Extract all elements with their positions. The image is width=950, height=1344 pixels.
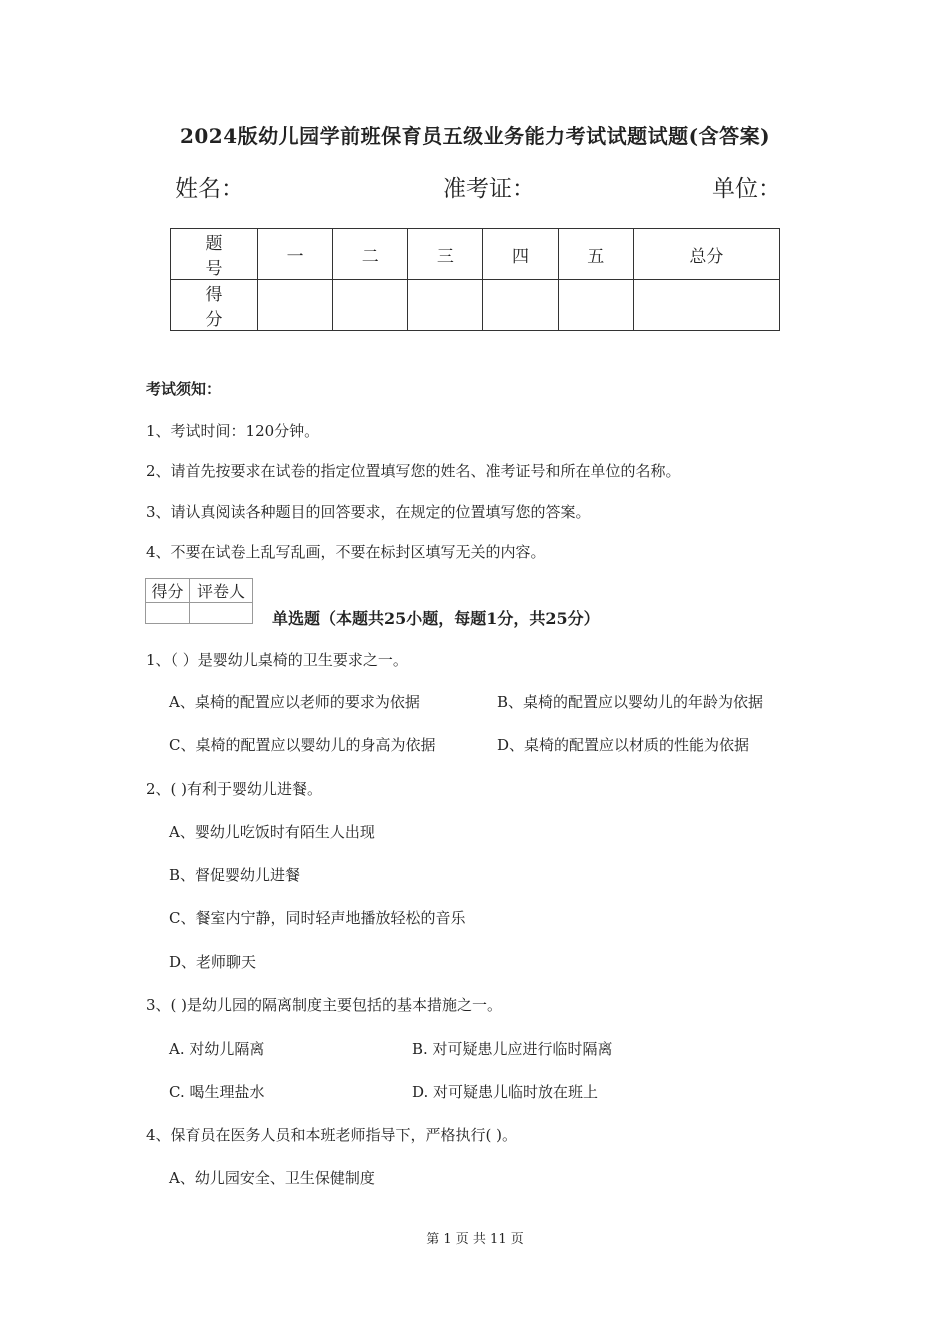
question-option: C. 喝生理盐水 xyxy=(169,1083,265,1101)
notice-heading: 考试须知： xyxy=(146,380,222,398)
question-option: B、督促婴幼儿进餐 xyxy=(169,866,301,884)
score-cell-5 xyxy=(558,280,633,331)
section-3-header: 三 xyxy=(408,229,483,280)
grader-box xyxy=(145,578,253,624)
question-option: D. 对可疑患儿临时放在班上 xyxy=(412,1083,599,1101)
question-option: A、幼儿园安全、卫生保健制度 xyxy=(169,1169,375,1187)
question-option: C、桌椅的配置应以婴幼儿的身高为依据 xyxy=(169,736,436,754)
grader-reviewer-cell xyxy=(189,603,252,624)
question-stem: 4、保育员在医务人员和本班老师指导下，严格执行( )。 xyxy=(146,1126,518,1144)
score-cell-total xyxy=(633,280,779,331)
notice-item: 3、请认真阅读各种题目的回答要求，在规定的位置填写您的答案。 xyxy=(146,503,591,521)
question-option: A. 对幼儿隔离 xyxy=(169,1040,265,1058)
unit-label: 单位： xyxy=(712,176,781,202)
document-title: 2024版幼儿园学前班保育员五级业务能力考试试题试题(含答案) xyxy=(179,124,771,148)
exam-number-label: 准考证： xyxy=(443,176,535,202)
question-stem: 1、（ ）是婴幼儿桌椅的卫生要求之一。 xyxy=(146,651,408,669)
score-table-header-row xyxy=(171,229,780,280)
question-option: D、桌椅的配置应以材质的性能为依据 xyxy=(497,736,750,754)
total-header: 总分 xyxy=(633,229,779,280)
name-label: 姓名： xyxy=(175,176,244,202)
question-option: A、桌椅的配置应以老师的要求为依据 xyxy=(169,693,420,711)
section-2-header: 二 xyxy=(333,229,408,280)
score-label: 得 分 xyxy=(171,280,258,331)
page-number: 第 1 页 共 11 页 xyxy=(426,1232,524,1247)
question-stem: 2、( )有利于婴幼儿进餐。 xyxy=(146,780,323,798)
score-table xyxy=(170,228,780,331)
score-cell-3 xyxy=(408,280,483,331)
question-option: D、老师聊天 xyxy=(169,953,257,971)
notice-item: 2、请首先按要求在试卷的指定位置填写您的姓名、准考证号和所在单位的名称。 xyxy=(146,462,681,480)
question-option: B、桌椅的配置应以婴幼儿的年龄为依据 xyxy=(497,693,764,711)
candidate-info xyxy=(175,170,785,204)
section-4-header: 四 xyxy=(483,229,558,280)
section-5-header: 五 xyxy=(558,229,633,280)
question-number-label: 题 号 xyxy=(171,229,258,280)
score-cell-4 xyxy=(483,280,558,331)
question-option: B. 对可疑患儿应进行临时隔离 xyxy=(412,1040,613,1058)
score-cell-2 xyxy=(333,280,408,331)
grader-score-cell xyxy=(146,603,190,624)
score-cell-1 xyxy=(258,280,333,331)
grader-reviewer-label: 评卷人 xyxy=(189,579,252,603)
section-title: 单选题（本题共25小题，每题1分，共25分） xyxy=(272,609,600,628)
score-table-score-row xyxy=(171,280,780,331)
notice-item: 4、不要在试卷上乱写乱画，不要在标封区填写无关的内容。 xyxy=(146,543,546,561)
grader-score-label: 得分 xyxy=(146,579,190,603)
notice-item: 1、考试时间：120分钟。 xyxy=(146,422,320,440)
section-1-header: 一 xyxy=(258,229,333,280)
question-option: A、婴幼儿吃饭时有陌生人出现 xyxy=(169,823,375,841)
question-option: C、餐室内宁静，同时轻声地播放轻松的音乐 xyxy=(169,909,466,927)
question-stem: 3、( )是幼儿园的隔离制度主要包括的基本措施之一。 xyxy=(146,996,503,1014)
